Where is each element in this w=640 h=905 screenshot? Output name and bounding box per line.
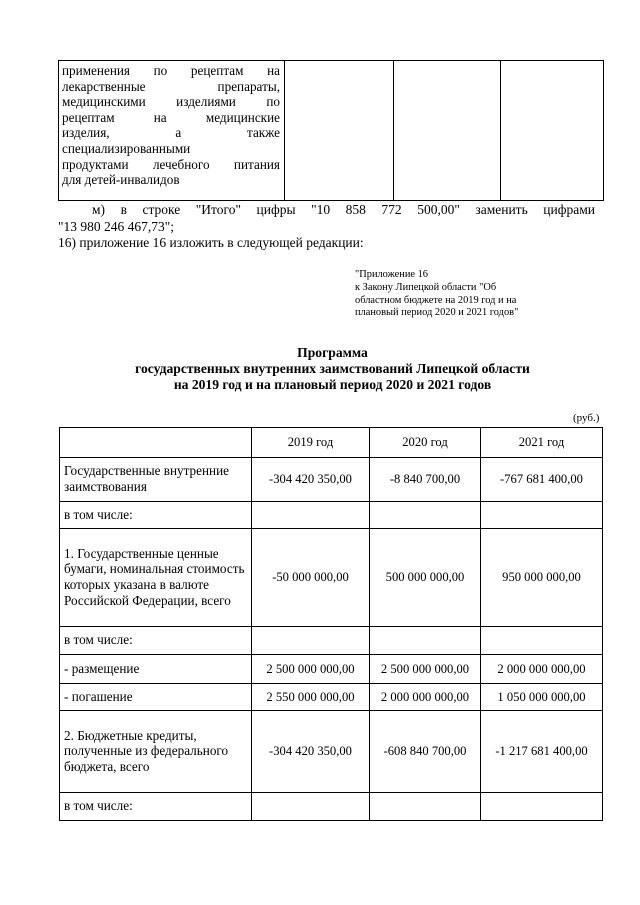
value-cell: 2 500 000 000,00 <box>370 655 481 684</box>
value-cell: -608 840 700,00 <box>370 711 481 793</box>
table-row <box>60 627 603 655</box>
amendment-line: 16) приложение 16 изложить в следующей редакции: <box>58 235 364 250</box>
continuation-line: изделия, а также <box>62 125 280 141</box>
row-label: в том числе: <box>60 627 252 655</box>
value-cell <box>481 502 603 529</box>
value-cell: 2 000 000 000,00 <box>370 684 481 711</box>
continuation-line: медицинскими изделиями по <box>62 94 280 110</box>
appendix-line: "Приложение 16 <box>355 269 428 280</box>
row-label: 2. Бюджетные кредиты, полученные из федерального бюджета, всего <box>60 711 252 793</box>
continuation-empty-cell <box>285 61 394 201</box>
continuation-text-cell <box>59 61 285 201</box>
amendment-line: м) в строке "Итого" цифры "10 858 772 500,00" заменить цифрами <box>92 202 595 217</box>
row-label: в том числе: <box>60 502 252 529</box>
appendix-line: областном бюджете на 2019 год и на <box>355 294 517 306</box>
program-title-line: на 2019 год и на плановый период 2020 и 2021 годов <box>173 377 492 393</box>
continuation-line: специализированными <box>62 140 191 156</box>
table-row <box>60 458 603 502</box>
value-cell: 500 000 000,00 <box>370 529 481 627</box>
value-cell: 2 500 000 000,00 <box>252 655 370 684</box>
appendix-line: плановый период 2020 и 2021 годов" <box>355 307 519 319</box>
program-title-line: государственных внутренних заимствований Липецкой области <box>135 361 530 377</box>
appendix-line: к Закону Липецкой области "Об <box>355 281 497 293</box>
program-title <box>60 345 605 394</box>
value-cell: -304 420 350,00 <box>252 458 370 502</box>
value-cell <box>370 627 481 655</box>
value-cell: -767 681 400,00 <box>481 458 603 502</box>
value-cell <box>252 793 370 821</box>
value-cell <box>252 502 370 529</box>
header-cell <box>60 428 252 458</box>
appendix-note <box>355 269 585 320</box>
value-cell: 2 000 000 000,00 <box>481 655 603 684</box>
continuation-text <box>59 61 284 191</box>
table-row <box>60 684 603 711</box>
value-cell <box>252 627 370 655</box>
continuation-line: продуктами лечебного питания <box>62 156 280 172</box>
table-row <box>60 655 603 684</box>
row-label: - размещение <box>60 655 252 684</box>
table-row <box>60 529 603 627</box>
row-label: в том числе: <box>60 793 252 821</box>
value-cell: -304 420 350,00 <box>252 711 370 793</box>
header-cell: 2020 год <box>370 428 481 458</box>
header-cell: 2019 год <box>252 428 370 458</box>
table-row <box>60 793 603 821</box>
value-cell: -8 840 700,00 <box>370 458 481 502</box>
program-title-line: Программа <box>297 345 368 360</box>
unit-label: (руб.) <box>573 412 600 424</box>
continuation-empty-cell <box>394 61 501 201</box>
value-cell: -1 217 681 400,00 <box>481 711 603 793</box>
table-row <box>60 502 603 529</box>
row-label: Государственные внутренние заимствования <box>60 458 252 502</box>
value-cell <box>481 793 603 821</box>
value-cell: 950 000 000,00 <box>481 529 603 627</box>
table-header-row <box>60 428 603 458</box>
value-cell <box>370 502 481 529</box>
amendment-line: "13 980 246 467,73"; <box>58 218 175 234</box>
value-cell <box>481 627 603 655</box>
value-cell: 2 550 000 000,00 <box>252 684 370 711</box>
borrowing-program-table <box>59 427 603 821</box>
amendment-text <box>58 202 595 252</box>
value-cell: 1 050 000 000,00 <box>481 684 603 711</box>
value-cell: -50 000 000,00 <box>252 529 370 627</box>
continuation-line: рецептам на медицинские <box>62 109 280 125</box>
value-cell <box>370 793 481 821</box>
continuation-empty-cell <box>501 61 604 201</box>
continuation-line: применения по рецептам на <box>62 63 280 78</box>
continuation-line: лекарственные препараты, <box>62 78 280 94</box>
header-cell: 2021 год <box>481 428 603 458</box>
table-row <box>60 711 603 793</box>
continuation-line: для детей-инвалидов <box>62 172 180 188</box>
row-label: - погашение <box>60 684 252 711</box>
continuation-table <box>58 60 604 201</box>
row-label: 1. Государственные ценные бумаги, номинальная стоимость которых указана в валюте Российской Федерации, всего <box>60 529 252 627</box>
